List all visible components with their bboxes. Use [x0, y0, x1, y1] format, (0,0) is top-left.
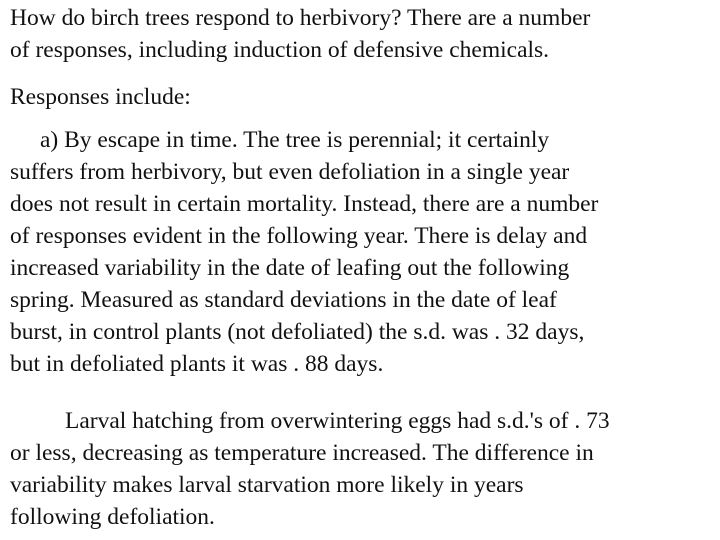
intro-line: of responses, including induction of defensive chemicals. — [10, 37, 550, 63]
intro-paragraph — [10, 2, 590, 66]
intro-line: How do birch trees respond to herbivory? There are a number — [10, 5, 591, 31]
paragraph-escape-in-time — [10, 124, 598, 380]
paragraph-larval-hatching — [10, 405, 610, 533]
paragraph-line: burst, in control plants (not defoliated) the s.d. was . 32 days, — [10, 319, 585, 345]
paragraph-line: spring. Measured as standard deviations in the date of leaf — [10, 287, 557, 313]
responses-heading: Responses include: — [10, 84, 191, 110]
paragraph-line: does not result in certain mortality. Instead, there are a number — [10, 191, 599, 217]
paragraph-line: Larval hatching from overwintering eggs had s.d.'s of . 73 — [65, 408, 610, 434]
paragraph-line: increased variability in the date of leafing out the following — [10, 255, 570, 281]
paragraph-line: of responses evident in the following year. There is delay and — [10, 223, 588, 249]
paragraph-line: or less, decreasing as temperature increased. The difference in — [10, 440, 594, 466]
paragraph-line: suffers from herbivory, but even defoliation in a single year — [10, 159, 570, 185]
paragraph-line: variability makes larval starvation more likely in years — [10, 472, 524, 498]
paragraph-line: following defoliation. — [10, 504, 215, 530]
paragraph-line: a) By escape in time. The tree is perennial; it certainly — [40, 127, 550, 153]
paragraph-line: but in defoliated plants it was . 88 days. — [10, 351, 384, 377]
